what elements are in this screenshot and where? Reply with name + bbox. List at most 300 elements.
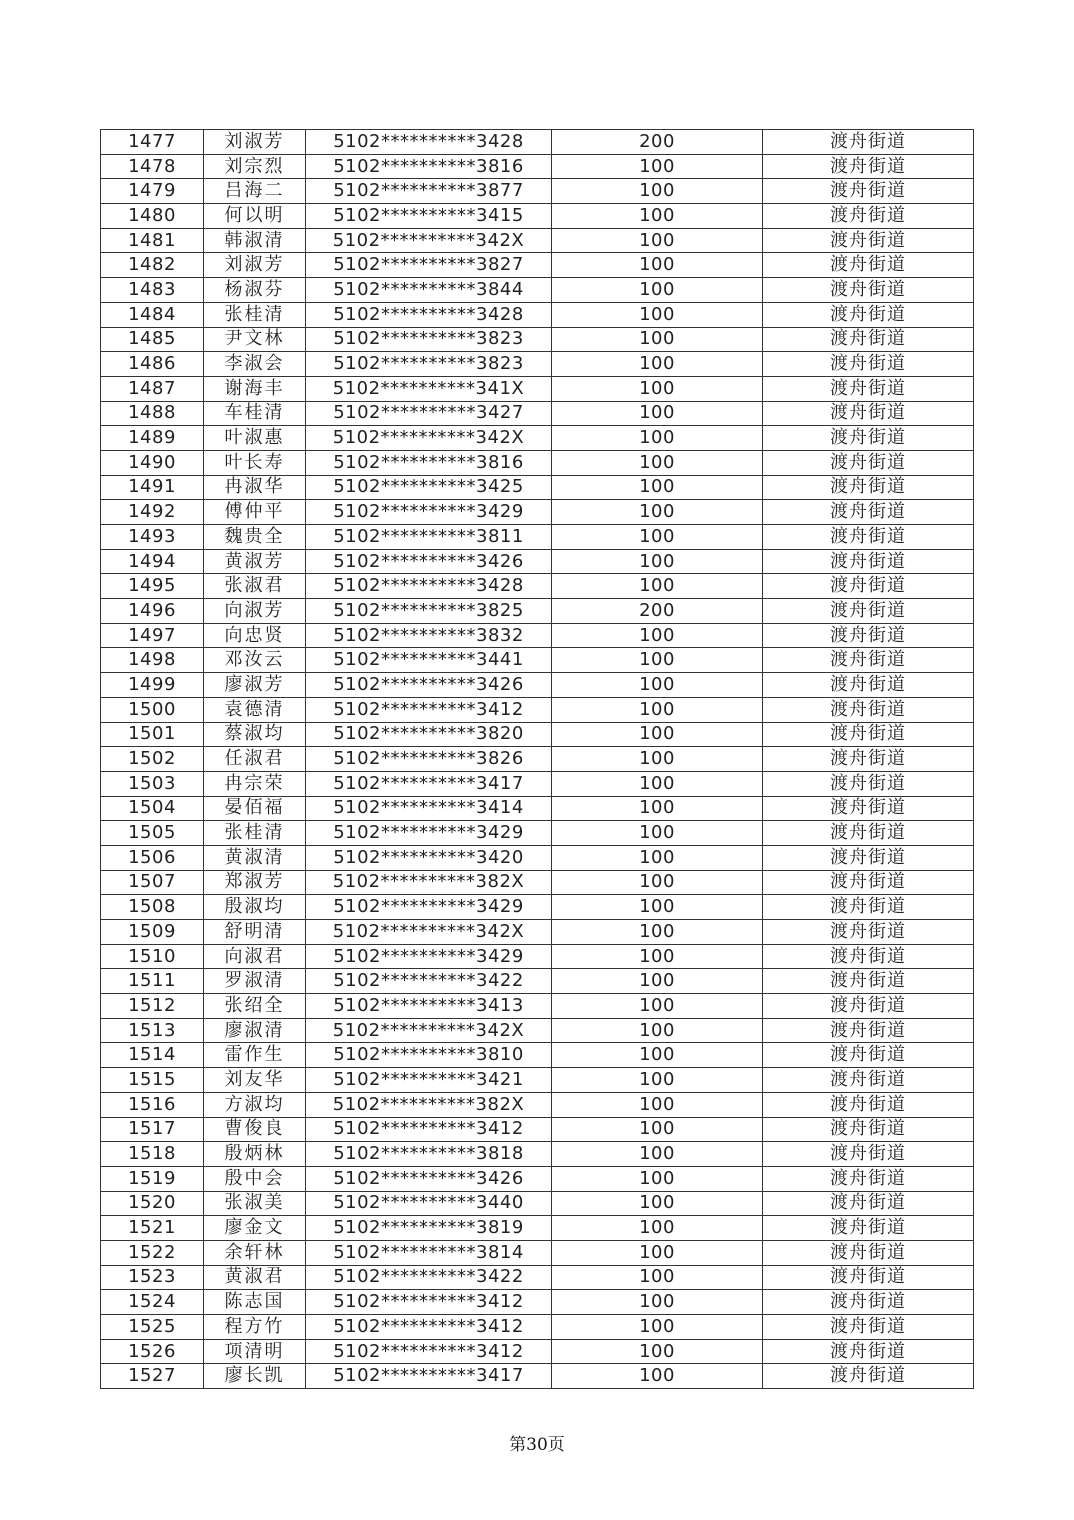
street-cell: 渡舟街道 bbox=[763, 450, 974, 475]
row-number-cell: 1506 bbox=[101, 845, 204, 870]
row-number-cell: 1484 bbox=[101, 302, 204, 327]
table-row bbox=[101, 426, 974, 451]
amount-cell: 100 bbox=[552, 697, 763, 722]
street-cell: 渡舟街道 bbox=[763, 1191, 974, 1216]
id-number-cell: 5102**********3415 bbox=[306, 204, 552, 229]
table-row bbox=[101, 401, 974, 426]
id-number-cell: 5102**********3428 bbox=[306, 574, 552, 599]
name-cell: 刘淑芳 bbox=[204, 253, 306, 278]
row-number-cell: 1483 bbox=[101, 278, 204, 303]
name-cell: 叶长寿 bbox=[204, 450, 306, 475]
name-cell: 殷淑均 bbox=[204, 895, 306, 920]
name-cell: 冉宗荣 bbox=[204, 771, 306, 796]
amount-cell: 100 bbox=[552, 302, 763, 327]
id-number-cell: 5102**********3413 bbox=[306, 994, 552, 1019]
street-cell: 渡舟街道 bbox=[763, 500, 974, 525]
id-number-cell: 5102**********3810 bbox=[306, 1043, 552, 1068]
table-row bbox=[101, 475, 974, 500]
amount-cell: 100 bbox=[552, 475, 763, 500]
table-row bbox=[101, 204, 974, 229]
name-cell: 张桂清 bbox=[204, 302, 306, 327]
amount-cell: 100 bbox=[552, 426, 763, 451]
street-cell: 渡舟街道 bbox=[763, 1339, 974, 1364]
amount-cell: 100 bbox=[552, 204, 763, 229]
id-number-cell: 5102**********342X bbox=[306, 426, 552, 451]
row-number-cell: 1482 bbox=[101, 253, 204, 278]
amount-cell: 100 bbox=[552, 352, 763, 377]
row-number-cell: 1527 bbox=[101, 1364, 204, 1389]
street-cell: 渡舟街道 bbox=[763, 302, 974, 327]
row-number-cell: 1511 bbox=[101, 969, 204, 994]
id-number-cell: 5102**********3426 bbox=[306, 673, 552, 698]
name-cell: 李淑会 bbox=[204, 352, 306, 377]
street-cell: 渡舟街道 bbox=[763, 673, 974, 698]
id-number-cell: 5102**********3844 bbox=[306, 278, 552, 303]
name-cell: 刘友华 bbox=[204, 1068, 306, 1093]
amount-cell: 200 bbox=[552, 130, 763, 155]
name-cell: 廖淑芳 bbox=[204, 673, 306, 698]
row-number-cell: 1509 bbox=[101, 920, 204, 945]
amount-cell: 100 bbox=[552, 327, 763, 352]
row-number-cell: 1493 bbox=[101, 525, 204, 550]
name-cell: 傅仲平 bbox=[204, 500, 306, 525]
id-number-cell: 5102**********3412 bbox=[306, 1117, 552, 1142]
name-cell: 何以明 bbox=[204, 204, 306, 229]
name-cell: 黄淑清 bbox=[204, 845, 306, 870]
amount-cell: 100 bbox=[552, 1166, 763, 1191]
amount-cell: 100 bbox=[552, 376, 763, 401]
name-cell: 杨淑芬 bbox=[204, 278, 306, 303]
amount-cell: 100 bbox=[552, 944, 763, 969]
id-number-cell: 5102**********3826 bbox=[306, 747, 552, 772]
table-row bbox=[101, 500, 974, 525]
row-number-cell: 1523 bbox=[101, 1265, 204, 1290]
street-cell: 渡舟街道 bbox=[763, 944, 974, 969]
row-number-cell: 1499 bbox=[101, 673, 204, 698]
table-row bbox=[101, 796, 974, 821]
id-number-cell: 5102**********3428 bbox=[306, 302, 552, 327]
row-number-cell: 1481 bbox=[101, 228, 204, 253]
amount-cell: 100 bbox=[552, 1240, 763, 1265]
name-cell: 雷作生 bbox=[204, 1043, 306, 1068]
street-cell: 渡舟街道 bbox=[763, 549, 974, 574]
name-cell: 尹文林 bbox=[204, 327, 306, 352]
row-number-cell: 1505 bbox=[101, 821, 204, 846]
name-cell: 车桂清 bbox=[204, 401, 306, 426]
table-row bbox=[101, 1068, 974, 1093]
amount-cell: 100 bbox=[552, 673, 763, 698]
id-number-cell: 5102**********3820 bbox=[306, 722, 552, 747]
street-cell: 渡舟街道 bbox=[763, 352, 974, 377]
table-row bbox=[101, 352, 974, 377]
name-cell: 项清明 bbox=[204, 1339, 306, 1364]
table-row bbox=[101, 1043, 974, 1068]
id-number-cell: 5102**********382X bbox=[306, 870, 552, 895]
amount-cell: 100 bbox=[552, 450, 763, 475]
id-number-cell: 5102**********3425 bbox=[306, 475, 552, 500]
table-row bbox=[101, 1290, 974, 1315]
amount-cell: 100 bbox=[552, 179, 763, 204]
street-cell: 渡舟街道 bbox=[763, 179, 974, 204]
row-number-cell: 1518 bbox=[101, 1142, 204, 1167]
id-number-cell: 5102**********3412 bbox=[306, 1290, 552, 1315]
name-cell: 张淑君 bbox=[204, 574, 306, 599]
street-cell: 渡舟街道 bbox=[763, 1166, 974, 1191]
name-cell: 叶淑惠 bbox=[204, 426, 306, 451]
id-number-cell: 5102**********3414 bbox=[306, 796, 552, 821]
name-cell: 张绍全 bbox=[204, 994, 306, 1019]
name-cell: 向淑君 bbox=[204, 944, 306, 969]
table-row bbox=[101, 1142, 974, 1167]
name-cell: 郑淑芳 bbox=[204, 870, 306, 895]
row-number-cell: 1517 bbox=[101, 1117, 204, 1142]
street-cell: 渡舟街道 bbox=[763, 1240, 974, 1265]
amount-cell: 100 bbox=[552, 1265, 763, 1290]
row-number-cell: 1495 bbox=[101, 574, 204, 599]
name-cell: 罗淑清 bbox=[204, 969, 306, 994]
amount-cell: 100 bbox=[552, 870, 763, 895]
amount-cell: 100 bbox=[552, 845, 763, 870]
table-row bbox=[101, 253, 974, 278]
street-cell: 渡舟街道 bbox=[763, 574, 974, 599]
row-number-cell: 1502 bbox=[101, 747, 204, 772]
amount-cell: 100 bbox=[552, 771, 763, 796]
table-row bbox=[101, 895, 974, 920]
name-cell: 蔡淑均 bbox=[204, 722, 306, 747]
name-cell: 张桂清 bbox=[204, 821, 306, 846]
table-row bbox=[101, 1216, 974, 1241]
name-cell: 廖长凯 bbox=[204, 1364, 306, 1389]
name-cell: 晏佰福 bbox=[204, 796, 306, 821]
table-row bbox=[101, 450, 974, 475]
table-row bbox=[101, 821, 974, 846]
street-cell: 渡舟街道 bbox=[763, 278, 974, 303]
name-cell: 向忠贤 bbox=[204, 623, 306, 648]
row-number-cell: 1519 bbox=[101, 1166, 204, 1191]
row-number-cell: 1515 bbox=[101, 1068, 204, 1093]
id-number-cell: 5102**********3412 bbox=[306, 1339, 552, 1364]
id-number-cell: 5102**********3811 bbox=[306, 525, 552, 550]
id-number-cell: 5102**********3422 bbox=[306, 969, 552, 994]
name-cell: 任淑君 bbox=[204, 747, 306, 772]
street-cell: 渡舟街道 bbox=[763, 771, 974, 796]
street-cell: 渡舟街道 bbox=[763, 1216, 974, 1241]
row-number-cell: 1478 bbox=[101, 154, 204, 179]
street-cell: 渡舟街道 bbox=[763, 1265, 974, 1290]
id-number-cell: 5102**********3426 bbox=[306, 549, 552, 574]
row-number-cell: 1510 bbox=[101, 944, 204, 969]
table-row bbox=[101, 1364, 974, 1389]
id-number-cell: 5102**********342X bbox=[306, 920, 552, 945]
street-cell: 渡舟街道 bbox=[763, 895, 974, 920]
table-row bbox=[101, 1018, 974, 1043]
amount-cell: 100 bbox=[552, 1142, 763, 1167]
street-cell: 渡舟街道 bbox=[763, 845, 974, 870]
name-cell: 袁德清 bbox=[204, 697, 306, 722]
row-number-cell: 1490 bbox=[101, 450, 204, 475]
row-number-cell: 1491 bbox=[101, 475, 204, 500]
id-number-cell: 5102**********3421 bbox=[306, 1068, 552, 1093]
row-number-cell: 1513 bbox=[101, 1018, 204, 1043]
street-cell: 渡舟街道 bbox=[763, 1068, 974, 1093]
name-cell: 魏贵全 bbox=[204, 525, 306, 550]
table-row bbox=[101, 228, 974, 253]
table-row bbox=[101, 1166, 974, 1191]
table-row bbox=[101, 130, 974, 155]
row-number-cell: 1479 bbox=[101, 179, 204, 204]
id-number-cell: 5102**********3429 bbox=[306, 821, 552, 846]
amount-cell: 100 bbox=[552, 895, 763, 920]
name-cell: 冉淑华 bbox=[204, 475, 306, 500]
street-cell: 渡舟街道 bbox=[763, 1315, 974, 1340]
street-cell: 渡舟街道 bbox=[763, 1018, 974, 1043]
table-row bbox=[101, 994, 974, 1019]
amount-cell: 100 bbox=[552, 500, 763, 525]
amount-cell: 100 bbox=[552, 253, 763, 278]
street-cell: 渡舟街道 bbox=[763, 969, 974, 994]
street-cell: 渡舟街道 bbox=[763, 228, 974, 253]
name-cell: 刘宗烈 bbox=[204, 154, 306, 179]
row-number-cell: 1522 bbox=[101, 1240, 204, 1265]
table-row bbox=[101, 1265, 974, 1290]
table-row bbox=[101, 648, 974, 673]
name-cell: 廖淑清 bbox=[204, 1018, 306, 1043]
table-row bbox=[101, 574, 974, 599]
table-row bbox=[101, 944, 974, 969]
table-row bbox=[101, 870, 974, 895]
street-cell: 渡舟街道 bbox=[763, 154, 974, 179]
page-number: 第30页 bbox=[509, 1435, 565, 1455]
amount-cell: 100 bbox=[552, 1018, 763, 1043]
name-cell: 廖金文 bbox=[204, 1216, 306, 1241]
table-row bbox=[101, 327, 974, 352]
table-row bbox=[101, 845, 974, 870]
amount-cell: 100 bbox=[552, 525, 763, 550]
street-cell: 渡舟街道 bbox=[763, 1290, 974, 1315]
amount-cell: 200 bbox=[552, 599, 763, 624]
name-cell: 吕海二 bbox=[204, 179, 306, 204]
street-cell: 渡舟街道 bbox=[763, 130, 974, 155]
street-cell: 渡舟街道 bbox=[763, 599, 974, 624]
table-row bbox=[101, 302, 974, 327]
id-number-cell: 5102**********3832 bbox=[306, 623, 552, 648]
id-number-cell: 5102**********342X bbox=[306, 1018, 552, 1043]
amount-cell: 100 bbox=[552, 1290, 763, 1315]
table-row bbox=[101, 747, 974, 772]
roster-table-body bbox=[101, 130, 974, 1389]
street-cell: 渡舟街道 bbox=[763, 870, 974, 895]
id-number-cell: 5102**********3825 bbox=[306, 599, 552, 624]
row-number-cell: 1489 bbox=[101, 426, 204, 451]
table-row bbox=[101, 673, 974, 698]
row-number-cell: 1497 bbox=[101, 623, 204, 648]
name-cell: 曹俊良 bbox=[204, 1117, 306, 1142]
table-row bbox=[101, 1315, 974, 1340]
street-cell: 渡舟街道 bbox=[763, 994, 974, 1019]
street-cell: 渡舟街道 bbox=[763, 426, 974, 451]
amount-cell: 100 bbox=[552, 969, 763, 994]
id-number-cell: 5102**********3417 bbox=[306, 771, 552, 796]
table-row bbox=[101, 697, 974, 722]
id-number-cell: 5102**********3816 bbox=[306, 154, 552, 179]
amount-cell: 100 bbox=[552, 1364, 763, 1389]
id-number-cell: 5102**********3441 bbox=[306, 648, 552, 673]
row-number-cell: 1500 bbox=[101, 697, 204, 722]
id-number-cell: 5102**********3819 bbox=[306, 1216, 552, 1241]
amount-cell: 100 bbox=[552, 228, 763, 253]
street-cell: 渡舟街道 bbox=[763, 1043, 974, 1068]
id-number-cell: 5102**********3420 bbox=[306, 845, 552, 870]
name-cell: 黄淑芳 bbox=[204, 549, 306, 574]
id-number-cell: 5102**********3818 bbox=[306, 1142, 552, 1167]
name-cell: 邓汝云 bbox=[204, 648, 306, 673]
table-row bbox=[101, 722, 974, 747]
name-cell: 余轩林 bbox=[204, 1240, 306, 1265]
table-row bbox=[101, 179, 974, 204]
row-number-cell: 1508 bbox=[101, 895, 204, 920]
amount-cell: 100 bbox=[552, 1191, 763, 1216]
row-number-cell: 1526 bbox=[101, 1339, 204, 1364]
row-number-cell: 1487 bbox=[101, 376, 204, 401]
id-number-cell: 5102**********3422 bbox=[306, 1265, 552, 1290]
street-cell: 渡舟街道 bbox=[763, 722, 974, 747]
street-cell: 渡舟街道 bbox=[763, 475, 974, 500]
row-number-cell: 1494 bbox=[101, 549, 204, 574]
amount-cell: 100 bbox=[552, 1315, 763, 1340]
street-cell: 渡舟街道 bbox=[763, 1092, 974, 1117]
table-row bbox=[101, 599, 974, 624]
name-cell: 殷中会 bbox=[204, 1166, 306, 1191]
amount-cell: 100 bbox=[552, 623, 763, 648]
id-number-cell: 5102**********3412 bbox=[306, 697, 552, 722]
table-row bbox=[101, 1117, 974, 1142]
street-cell: 渡舟街道 bbox=[763, 401, 974, 426]
amount-cell: 100 bbox=[552, 920, 763, 945]
id-number-cell: 5102**********3814 bbox=[306, 1240, 552, 1265]
name-cell: 向淑芳 bbox=[204, 599, 306, 624]
table-row bbox=[101, 549, 974, 574]
street-cell: 渡舟街道 bbox=[763, 623, 974, 648]
row-number-cell: 1512 bbox=[101, 994, 204, 1019]
row-number-cell: 1498 bbox=[101, 648, 204, 673]
row-number-cell: 1488 bbox=[101, 401, 204, 426]
row-number-cell: 1520 bbox=[101, 1191, 204, 1216]
street-cell: 渡舟街道 bbox=[763, 648, 974, 673]
amount-cell: 100 bbox=[552, 1339, 763, 1364]
amount-cell: 100 bbox=[552, 278, 763, 303]
amount-cell: 100 bbox=[552, 1216, 763, 1241]
street-cell: 渡舟街道 bbox=[763, 920, 974, 945]
id-number-cell: 5102**********3429 bbox=[306, 500, 552, 525]
id-number-cell: 5102**********3428 bbox=[306, 130, 552, 155]
amount-cell: 100 bbox=[552, 796, 763, 821]
id-number-cell: 5102**********3827 bbox=[306, 253, 552, 278]
id-number-cell: 5102**********3877 bbox=[306, 179, 552, 204]
id-number-cell: 5102**********3429 bbox=[306, 944, 552, 969]
id-number-cell: 5102**********3426 bbox=[306, 1166, 552, 1191]
row-number-cell: 1496 bbox=[101, 599, 204, 624]
table-row bbox=[101, 154, 974, 179]
row-number-cell: 1514 bbox=[101, 1043, 204, 1068]
table-row bbox=[101, 376, 974, 401]
amount-cell: 100 bbox=[552, 154, 763, 179]
id-number-cell: 5102**********342X bbox=[306, 228, 552, 253]
name-cell: 舒明清 bbox=[204, 920, 306, 945]
id-number-cell: 5102**********382X bbox=[306, 1092, 552, 1117]
street-cell: 渡舟街道 bbox=[763, 253, 974, 278]
amount-cell: 100 bbox=[552, 574, 763, 599]
amount-cell: 100 bbox=[552, 994, 763, 1019]
table-row bbox=[101, 623, 974, 648]
street-cell: 渡舟街道 bbox=[763, 1117, 974, 1142]
amount-cell: 100 bbox=[552, 549, 763, 574]
table-row bbox=[101, 1339, 974, 1364]
name-cell: 黄淑君 bbox=[204, 1265, 306, 1290]
row-number-cell: 1501 bbox=[101, 722, 204, 747]
table-row bbox=[101, 525, 974, 550]
amount-cell: 100 bbox=[552, 648, 763, 673]
street-cell: 渡舟街道 bbox=[763, 1364, 974, 1389]
street-cell: 渡舟街道 bbox=[763, 327, 974, 352]
amount-cell: 100 bbox=[552, 821, 763, 846]
table-row bbox=[101, 969, 974, 994]
street-cell: 渡舟街道 bbox=[763, 747, 974, 772]
street-cell: 渡舟街道 bbox=[763, 796, 974, 821]
name-cell: 韩淑清 bbox=[204, 228, 306, 253]
amount-cell: 100 bbox=[552, 1043, 763, 1068]
table-row bbox=[101, 771, 974, 796]
row-number-cell: 1525 bbox=[101, 1315, 204, 1340]
row-number-cell: 1521 bbox=[101, 1216, 204, 1241]
name-cell: 刘淑芳 bbox=[204, 130, 306, 155]
table-row bbox=[101, 1240, 974, 1265]
row-number-cell: 1492 bbox=[101, 500, 204, 525]
row-number-cell: 1485 bbox=[101, 327, 204, 352]
amount-cell: 100 bbox=[552, 401, 763, 426]
street-cell: 渡舟街道 bbox=[763, 525, 974, 550]
id-number-cell: 5102**********3440 bbox=[306, 1191, 552, 1216]
id-number-cell: 5102**********3412 bbox=[306, 1315, 552, 1340]
row-number-cell: 1480 bbox=[101, 204, 204, 229]
row-number-cell: 1503 bbox=[101, 771, 204, 796]
row-number-cell: 1507 bbox=[101, 870, 204, 895]
street-cell: 渡舟街道 bbox=[763, 821, 974, 846]
id-number-cell: 5102**********3427 bbox=[306, 401, 552, 426]
table-row bbox=[101, 278, 974, 303]
amount-cell: 100 bbox=[552, 1068, 763, 1093]
street-cell: 渡舟街道 bbox=[763, 376, 974, 401]
row-number-cell: 1477 bbox=[101, 130, 204, 155]
name-cell: 陈志国 bbox=[204, 1290, 306, 1315]
amount-cell: 100 bbox=[552, 747, 763, 772]
street-cell: 渡舟街道 bbox=[763, 204, 974, 229]
id-number-cell: 5102**********3417 bbox=[306, 1364, 552, 1389]
row-number-cell: 1524 bbox=[101, 1290, 204, 1315]
street-cell: 渡舟街道 bbox=[763, 697, 974, 722]
name-cell: 谢海丰 bbox=[204, 376, 306, 401]
row-number-cell: 1486 bbox=[101, 352, 204, 377]
id-number-cell: 5102**********3429 bbox=[306, 895, 552, 920]
table-row bbox=[101, 920, 974, 945]
amount-cell: 100 bbox=[552, 722, 763, 747]
name-cell: 张淑美 bbox=[204, 1191, 306, 1216]
id-number-cell: 5102**********341X bbox=[306, 376, 552, 401]
amount-cell: 100 bbox=[552, 1092, 763, 1117]
street-cell: 渡舟街道 bbox=[763, 1142, 974, 1167]
name-cell: 殷炳林 bbox=[204, 1142, 306, 1167]
table-row bbox=[101, 1191, 974, 1216]
row-number-cell: 1516 bbox=[101, 1092, 204, 1117]
